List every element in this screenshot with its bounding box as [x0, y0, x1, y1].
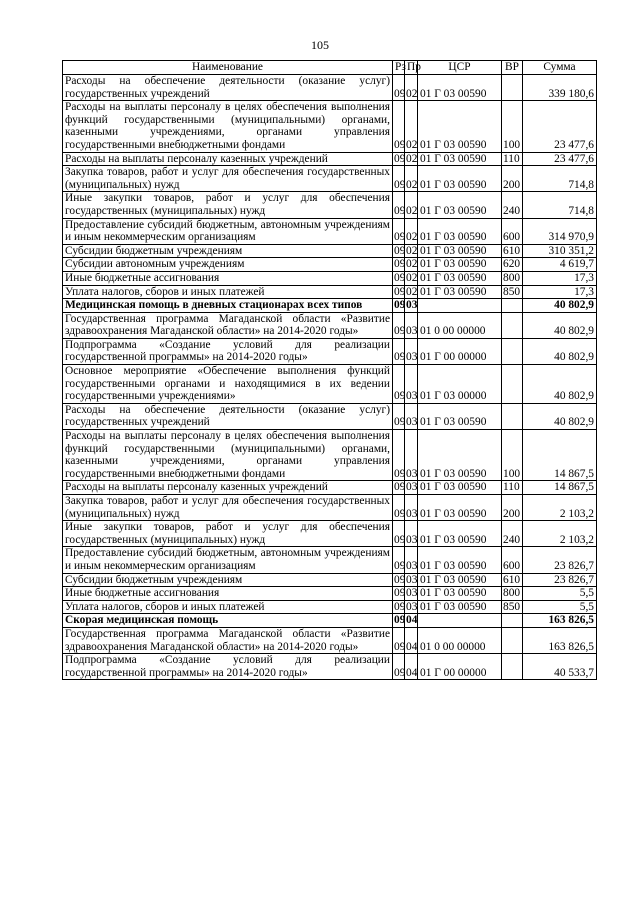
- cell-sum: 714,8: [523, 166, 597, 192]
- cell-csr: 01 0 00 00000: [418, 627, 502, 653]
- cell-pr: 03: [405, 495, 418, 521]
- cell-vr: 800: [502, 587, 523, 601]
- cell-pr: 03: [405, 312, 418, 338]
- cell-pr: 03: [405, 547, 418, 573]
- cell-pr: 03: [406, 600, 418, 613]
- cell-sum: 5,5: [523, 600, 597, 614]
- cell-rz: 09: [394, 285, 406, 298]
- cell-sum: 17,3: [523, 271, 597, 285]
- cell-rz: 09: [394, 481, 406, 494]
- cell-name: Закупка товаров, работ и услуг для обеспечения государственных (муниципальных) нужд: [63, 495, 393, 521]
- cell-rz: 09: [394, 152, 406, 165]
- cell-rz: 09: [393, 430, 405, 481]
- cell-pr: 02: [405, 192, 418, 218]
- cell-vr: 600: [502, 547, 523, 573]
- header-sum: Сумма: [523, 61, 597, 75]
- cell-pr: 02: [406, 258, 418, 271]
- table-row: [63, 218, 597, 244]
- cell-csr: 01 Г 03 00590: [418, 192, 502, 218]
- table-row: [63, 495, 597, 521]
- cell-sum: 163 826,5: [523, 614, 597, 628]
- cell-vr: 240: [502, 521, 523, 547]
- table-row: [63, 573, 597, 587]
- table-row: [63, 244, 597, 258]
- cell-sum: 23 477,6: [523, 152, 597, 166]
- cell-rz: 09: [393, 101, 405, 152]
- cell-name: Скорая медицинская помощь: [63, 614, 393, 628]
- table-row: [63, 430, 597, 481]
- cell-name: Расходы на выплаты персоналу в целях обеспечения выполнения функций государственными (муниципальными) органами, казенными учреждениями, органами управления государственными внебюджетными фондами: [63, 101, 393, 152]
- header-vr: ВР: [502, 61, 523, 75]
- header-csr: ЦСР: [418, 61, 502, 75]
- cell-rz: 09: [393, 521, 405, 547]
- cell-vr: [502, 75, 523, 101]
- cell-name: Расходы на выплаты персоналу в целях обеспечения выполнения функций государственными (муниципальными) органами, казенными учреждениями, органами управления государственными внебюджетными фондами: [63, 430, 393, 481]
- cell-name: Государственная программа Магаданской области «Развитие здравоохранения Магаданской области» на 2014-2020 годы»: [63, 627, 393, 653]
- cell-rz: 09: [393, 192, 405, 218]
- cell-csr: 01 Г 03 00590: [418, 244, 502, 258]
- cell-csr: 01 Г 03 00590: [418, 218, 502, 244]
- cell-csr: 01 Г 03 00590: [418, 101, 502, 152]
- cell-sum: 23 826,7: [523, 573, 597, 587]
- cell-rz: 09: [394, 587, 406, 600]
- cell-vr: 600: [502, 218, 523, 244]
- cell-rz: 09: [393, 627, 405, 653]
- cell-name: Субсидии бюджетным учреждениям: [63, 573, 393, 587]
- cell-csr: 01 Г 03 00590: [418, 152, 502, 166]
- cell-pr: 02: [405, 166, 418, 192]
- cell-vr: [502, 627, 523, 653]
- cell-pr: 02: [405, 101, 418, 152]
- cell-rz: 09: [394, 600, 406, 613]
- cell-sum: 40 533,7: [523, 654, 597, 680]
- cell-csr: 01 Г 03 00590: [418, 587, 502, 601]
- page-number: 105: [311, 38, 329, 52]
- cell-pr: 02: [406, 244, 418, 257]
- cell-name: Предоставление субсидий бюджетным, автономным учреждениям и иным некоммерческим организациям: [63, 218, 393, 244]
- cell-sum: 4 619,7: [523, 258, 597, 272]
- cell-csr: 01 Г 03 00000: [418, 365, 502, 404]
- cell-csr: 01 Г 00 00000: [418, 338, 502, 364]
- cell-rz: 09: [393, 547, 405, 573]
- table-row: [63, 365, 597, 404]
- cell-csr: 01 Г 03 00590: [418, 258, 502, 272]
- cell-vr: 110: [502, 152, 523, 166]
- cell-rz: 09: [393, 403, 405, 429]
- table-row: [63, 654, 597, 680]
- table-row: [63, 547, 597, 573]
- cell-sum: 40 802,9: [523, 338, 597, 364]
- cell-csr: 01 Г 03 00590: [418, 75, 502, 101]
- cell-name: Медицинская помощь в дневных стационарах всех типов: [63, 299, 393, 313]
- table-row: [63, 258, 597, 272]
- cell-vr: 850: [502, 285, 523, 299]
- cell-name: Расходы на обеспечение деятельности (оказание услуг) государственных учреждений: [63, 403, 393, 429]
- cell-vr: [502, 299, 523, 313]
- cell-vr: 610: [502, 244, 523, 258]
- cell-vr: [502, 338, 523, 364]
- cell-csr: 01 Г 03 00590: [418, 285, 502, 299]
- cell-name: Субсидии бюджетным учреждениям: [63, 244, 393, 258]
- cell-vr: 800: [502, 271, 523, 285]
- cell-name: Иные закупки товаров, работ и услуг для обеспечения государственных (муниципальных) нужд: [63, 192, 393, 218]
- table-row: [63, 312, 597, 338]
- cell-pr: 02: [406, 271, 418, 284]
- cell-rz: 09: [393, 166, 405, 192]
- cell-pr: 03: [405, 365, 418, 404]
- table-row: [63, 614, 597, 628]
- cell-sum: 310 351,2: [523, 244, 597, 258]
- cell-csr: 01 Г 03 00590: [418, 495, 502, 521]
- cell-vr: 200: [502, 166, 523, 192]
- cell-pr: 02: [405, 218, 418, 244]
- cell-csr: 01 Г 03 00590: [418, 481, 502, 495]
- cell-vr: 620: [502, 258, 523, 272]
- cell-sum: 40 802,9: [523, 299, 597, 313]
- cell-pr: 03: [406, 299, 418, 312]
- cell-name: Подпрограмма «Создание условий для реализации государственной программы» на 2014-2020 годы»: [63, 654, 393, 680]
- cell-name: Субсидии автономным учреждениям: [63, 258, 393, 272]
- cell-rz: 09: [394, 573, 406, 586]
- table-row: [63, 600, 597, 614]
- cell-csr: 01 Г 03 00590: [418, 547, 502, 573]
- cell-name: Уплата налогов, сборов и иных платежей: [63, 285, 393, 299]
- cell-vr: [502, 312, 523, 338]
- table-row: [63, 101, 597, 152]
- cell-pr: 04: [405, 627, 418, 653]
- cell-sum: 40 802,9: [523, 365, 597, 404]
- cell-sum: 17,3: [523, 285, 597, 299]
- cell-name: Иные закупки товаров, работ и услуг для обеспечения государственных (муниципальных) нужд: [63, 521, 393, 547]
- cell-name: Иные бюджетные ассигнования: [63, 271, 393, 285]
- cell-rz: 09: [394, 299, 406, 312]
- cell-sum: 163 826,5: [523, 627, 597, 653]
- cell-csr: 01 Г 03 00590: [418, 430, 502, 481]
- table-row: [63, 271, 597, 285]
- cell-csr: 01 Г 03 00590: [418, 166, 502, 192]
- cell-name: Предоставление субсидий бюджетным, автономным учреждениям и иным некоммерческим организациям: [63, 547, 393, 573]
- cell-sum: 40 802,9: [523, 403, 597, 429]
- cell-name: Расходы на обеспечение деятельности (оказание услуг) государственных учреждений: [63, 75, 393, 101]
- cell-rz: 09: [393, 495, 405, 521]
- cell-vr: [502, 403, 523, 429]
- cell-rz: 09: [394, 244, 406, 257]
- cell-csr: 01 Г 03 00590: [418, 403, 502, 429]
- cell-sum: 14 867,5: [523, 430, 597, 481]
- cell-pr: 04: [406, 614, 418, 627]
- cell-name: Подпрограмма «Создание условий для реализации государственной программы» на 2014-2020 годы»: [63, 338, 393, 364]
- table-row: [63, 521, 597, 547]
- cell-pr: 03: [406, 573, 418, 586]
- table-body: [63, 75, 597, 680]
- cell-sum: 339 180,6: [523, 75, 597, 101]
- table-header-row: [63, 61, 597, 75]
- cell-rz: 09: [393, 218, 405, 244]
- cell-sum: 314 970,9: [523, 218, 597, 244]
- cell-rz: 09: [394, 258, 406, 271]
- table-row: [63, 481, 597, 495]
- cell-csr: 01 Г 00 00000: [418, 654, 502, 680]
- cell-rz: 09: [393, 338, 405, 364]
- cell-name: Расходы на выплаты персоналу казенных учреждений: [63, 152, 393, 166]
- cell-sum: 2 103,2: [523, 521, 597, 547]
- table-row: [63, 152, 597, 166]
- cell-csr: 01 Г 03 00590: [418, 573, 502, 587]
- cell-pr: 02: [406, 285, 418, 298]
- cell-name: Государственная программа Магаданской области «Развитие здравоохранения Магаданской области» на 2014-2020 годы»: [63, 312, 393, 338]
- cell-sum: 40 802,9: [523, 312, 597, 338]
- header-pr: Пр: [405, 61, 418, 75]
- cell-name: Уплата налогов, сборов и иных платежей: [63, 600, 393, 614]
- cell-name: Иные бюджетные ассигнования: [63, 587, 393, 601]
- table-row: [63, 75, 597, 101]
- cell-vr: [502, 365, 523, 404]
- table-row: [63, 587, 597, 601]
- cell-name: Основное мероприятие «Обеспечение выполнения функций государственными органами и находящимися в их ведении государственными учреждениями»: [63, 365, 393, 404]
- table-row: [63, 285, 597, 299]
- cell-sum: 714,8: [523, 192, 597, 218]
- table-row: [63, 166, 597, 192]
- cell-pr: 04: [405, 654, 418, 680]
- cell-rz: 09: [393, 365, 405, 404]
- header-rz: Рз: [393, 61, 405, 75]
- cell-csr: 01 0 00 00000: [418, 312, 502, 338]
- header-name: Наименование: [63, 61, 393, 75]
- cell-sum: 2 103,2: [523, 495, 597, 521]
- cell-rz: 09: [393, 312, 405, 338]
- cell-sum: 23 826,7: [523, 547, 597, 573]
- cell-vr: 240: [502, 192, 523, 218]
- table-row: [63, 299, 597, 313]
- table-row: [63, 192, 597, 218]
- cell-vr: 850: [502, 600, 523, 614]
- cell-vr: 110: [502, 481, 523, 495]
- cell-pr: 02: [405, 75, 418, 101]
- cell-vr: 100: [502, 101, 523, 152]
- cell-vr: 100: [502, 430, 523, 481]
- cell-sum: 14 867,5: [523, 481, 597, 495]
- table-row: [63, 403, 597, 429]
- cell-pr: 03: [405, 430, 418, 481]
- cell-vr: 610: [502, 573, 523, 587]
- cell-pr: 03: [405, 338, 418, 364]
- cell-csr: 01 Г 03 00590: [418, 271, 502, 285]
- cell-csr: [418, 614, 502, 628]
- budget-table: [62, 60, 597, 680]
- cell-sum: 23 477,6: [523, 101, 597, 152]
- cell-pr: 03: [405, 403, 418, 429]
- cell-pr: 03: [406, 481, 418, 494]
- cell-csr: 01 Г 03 00590: [418, 521, 502, 547]
- cell-csr: [418, 299, 502, 313]
- cell-rz: 09: [393, 654, 405, 680]
- cell-rz: 09: [394, 271, 406, 284]
- cell-sum: 5,5: [523, 587, 597, 601]
- cell-vr: [502, 614, 523, 628]
- cell-csr: 01 Г 03 00590: [418, 600, 502, 614]
- table-row: [63, 338, 597, 364]
- cell-vr: [502, 654, 523, 680]
- cell-pr: 02: [406, 152, 418, 165]
- cell-rz: 09: [394, 614, 406, 627]
- table-row: [63, 627, 597, 653]
- cell-name: Закупка товаров, работ и услуг для обеспечения государственных (муниципальных) нужд: [63, 166, 393, 192]
- cell-pr: 03: [406, 587, 418, 600]
- cell-rz: 09: [393, 75, 405, 101]
- cell-name: Расходы на выплаты персоналу казенных учреждений: [63, 481, 393, 495]
- cell-vr: 200: [502, 495, 523, 521]
- cell-pr: 03: [405, 521, 418, 547]
